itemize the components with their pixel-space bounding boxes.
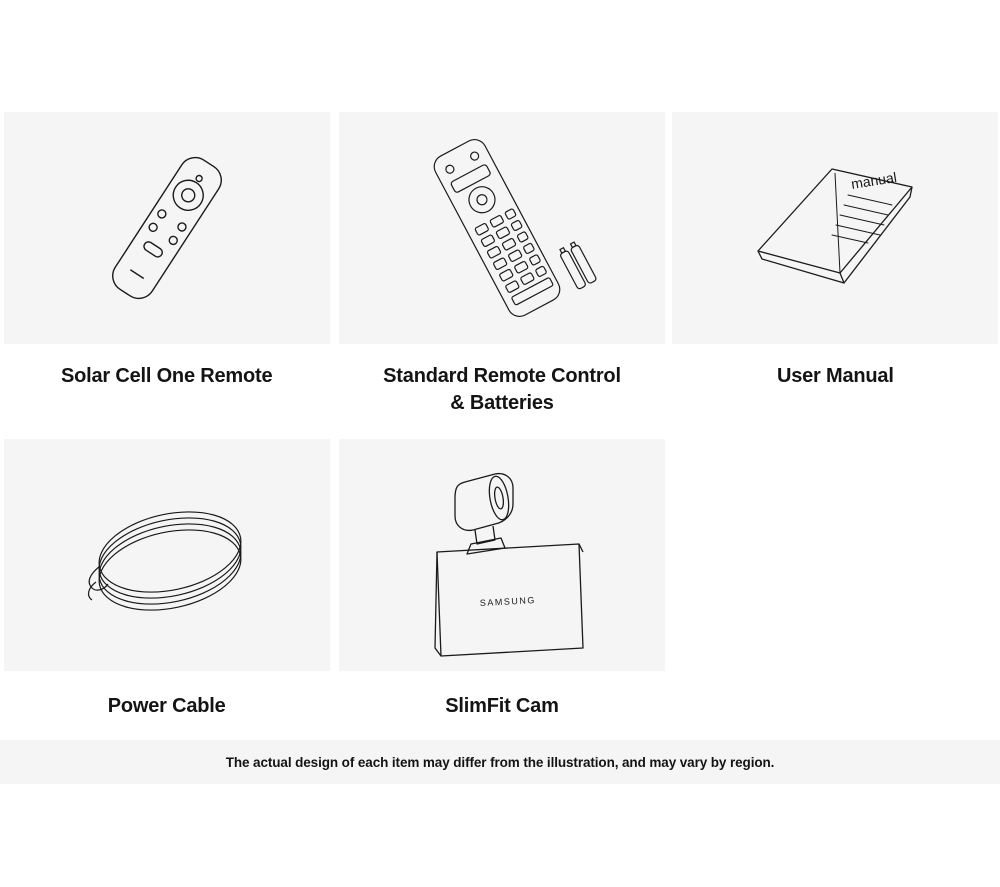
items-row-1	[0, 112, 1000, 417]
brand-text: SAMSUNG	[479, 594, 537, 608]
item-image-tile	[672, 112, 998, 344]
items-grid	[0, 112, 1000, 720]
item-standard-remote-batteries	[333, 112, 666, 417]
item-label: Power Cable	[107, 695, 226, 717]
item-image-tile	[4, 112, 330, 344]
coiled-power-cable-icon	[52, 470, 282, 640]
item-slimfit-cam	[333, 439, 666, 720]
footer-note-text: The actual design of each item may differ from the illustration, and may vary by region.	[225, 754, 775, 770]
item-image-tile	[339, 439, 665, 671]
standard-remote-and-batteries-icon	[377, 128, 627, 328]
item-power-cable	[0, 439, 333, 720]
item-label: SlimFit Cam	[445, 695, 559, 717]
item-label-line-1: Standard Remote Control	[383, 365, 621, 387]
items-row-2	[0, 439, 1000, 720]
item-label-line-2: & Batteries	[450, 392, 554, 414]
item-label: User Manual	[776, 365, 894, 387]
row-gap	[0, 417, 1000, 439]
item-image-tile	[4, 439, 330, 671]
item-label: Solar Cell One Remote	[60, 365, 273, 387]
slimfit-cam-icon	[377, 448, 627, 663]
footer-note-bar	[0, 740, 1000, 784]
item-user-manual	[667, 112, 1000, 417]
empty-cell	[667, 439, 1000, 720]
booklet-title-text: manual	[850, 168, 899, 192]
slim-remote-icon	[67, 133, 267, 323]
item-label	[383, 344, 621, 417]
item-solar-cell-one-remote	[0, 112, 333, 417]
item-image-tile	[339, 112, 665, 344]
manual-booklet-icon	[740, 143, 930, 313]
empty-tile	[672, 439, 998, 671]
